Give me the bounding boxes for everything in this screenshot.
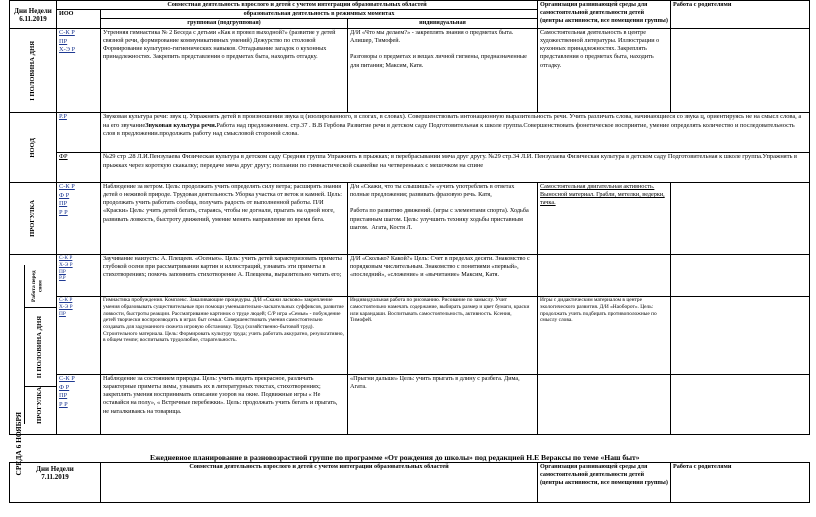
codes-cell	[57, 29, 101, 113]
code: ПР	[59, 200, 68, 208]
codes-cell	[57, 153, 101, 183]
group-activity-cell: Утренняя гимнастика № 2 Беседа с детьми «Как я провел выходной?» (развитие у детей связной речи, формирование коммуникативных умений) Дежурство по столовой Формирование культурно-гигиенических навыков. Отгадывание загадок о кухонных принадлежностях. Закрепить представления о предметах быта, находить отгадку.	[101, 29, 348, 113]
codes-cell	[57, 113, 101, 153]
section-before-sleep: Работа перед сном	[30, 270, 44, 303]
section-label: НООД	[28, 137, 36, 158]
env-cell: Самостоятельная деятельность в центре художественной литературы. Иллюстрации о кухонных принадлежностях. Закреплять представления о предметах быта, находить отгадку.	[538, 29, 671, 113]
nod-physical-cell: №29 стр .28 Л.И.Пензулаева Физическая культура в детском саду Средняя группа Упражнять в прыжках; в перебрасывании мяча друг другу. №29 стр.34 Л.И. Пензулаева Физическая культура в детском саду Подготовительная к школе группа.Упражнять в прыжках через короткую скакалку; передаче мяча друг другу; ползании по гимнастической скамейке на четвереньках с мешочком на спине	[101, 153, 810, 183]
section-first-half	[10, 29, 57, 113]
code: С-К Р	[59, 183, 75, 191]
days-header	[10, 1, 57, 29]
code: ПР	[59, 37, 68, 45]
joint-activity-header: Совместная деятельность взрослого и детей с учетом интеграции образовательных областей	[57, 1, 538, 10]
parents-header: Работа с родителями	[671, 463, 810, 503]
section-label: ПРОГУЛКА	[28, 200, 36, 238]
nod-speech-bold: Звуковая культура речи.	[145, 121, 217, 129]
org-env-header: Организация развивающей среды для самостоятельной деятельности детей (центры активности, все помещения группы)	[538, 1, 671, 29]
day-label-text: СРЕДА 6 НОЯБРЯ	[13, 412, 23, 476]
group-activity-cell: Гимнастика пробуждения. Комплекс. Закаливающие процедуры. Д/И «Скажи ласково» закрепление умения образовывать существительные при помощи уменьшительно-ласкательных суффиксов, развитие ловкости, быстроты реакции. Рассматривание картинок о труде людей; С/Р игра «Семья» - побуждение детей творчески воспроизводить в играх быт семьи. Совершенствовать умения самостоятельно создавать для задуманного сюжета игровую обстановку. Труд (хозяйственно-бытовой труд). Строительного материала. Цель: Формировать культуру труда; учить работать аккуратно, результативно, в общем темпе; воспитывать трудолюбие, старательность.	[101, 297, 348, 375]
joint-activity-header: Совместная деятельность взрослого и детей с учетом интеграции образовательных областей	[101, 463, 538, 503]
date-label: 6.11.2019	[19, 14, 47, 23]
plan-title-7nov: Ежедневное планирование в разновозрастной группе по программе «От рождения до школы» под редакцией Н.Е Вераксы по теме «Наш быт»	[150, 453, 640, 462]
code: Х-Э Р	[59, 261, 73, 268]
nod-speech-cell	[101, 113, 810, 153]
parents-cell	[671, 255, 810, 297]
nod-speech-tail: Работа над предложением. стр.37 . В.В Гербова Развитие речи в детском саду Подготовительная к школе группа.Совершенствовать фонетическое восприятие, умение определять количество и последовательность слов в предложении.продолжать работу над смысловой стороной слова.	[103, 121, 795, 137]
days-header	[10, 463, 101, 503]
educational-activity-header: образовательная деятельность в режимных моментах	[101, 10, 538, 19]
group-header: групповая (подгрупповая)	[101, 19, 348, 29]
parents-cell	[671, 375, 810, 435]
code: С-К Р	[59, 29, 75, 37]
env-cell: Самостоятельная двигательная активность. Выносной материал. Грабли, метелки, ведерки, тачка.	[538, 183, 671, 255]
env-cell	[538, 255, 671, 297]
individual-header: индивидуальная	[348, 19, 538, 29]
nod-speech-text: Звуковая культура речи: звук ц. Упражнять детей в произношении звука ц (изолированного, в слогах, в словах). Совершенствовать интонационную выразительность речи. Учить различать слова, начинающиеся со звука ц, ориентируясь не на смысл слова, а на его звучание	[103, 113, 802, 129]
individual-activity-cell: Д/И «Сколько? Какой?» Цель: Счет в пределах десяти. Знакомство с порядковым числительным. Знакомство с понятиями «первый», «последний», «сложение» и «вычитание» Максим, Катя.	[348, 255, 538, 297]
date-label: 7.11.2019	[41, 473, 69, 481]
code: Х-Э Р	[59, 46, 76, 54]
org-env-header: Организация развивающей среды для самостоятельной деятельности детей (центры активности, все помещения группы)	[538, 463, 671, 503]
code: ПР	[59, 310, 66, 317]
code: ПР	[59, 268, 66, 275]
section-walk-2: ПРОГУЛКА	[36, 387, 44, 425]
code: С-К Р	[59, 297, 73, 304]
group-activity-cell: Заучивание наизусть: А. Плещеев. «Осенью». Цель: учить детей характеризовать приметы глубокой осени при рассматривании картин и иллюстраций, узнавать эти приметы в стихотворениях; помочь запомнить стихотворение А. Плещеева, выразительно читать его;	[101, 255, 348, 297]
individual-activity-cell: «Прыгни дальше» Цель: учить прыгать в длину с разбега. Дима, Агата.	[348, 375, 538, 435]
days-week-label: Дни Недели	[14, 6, 52, 15]
codes-cell	[57, 183, 101, 255]
plan-table-7nov	[9, 462, 810, 503]
codes-cell	[57, 375, 101, 435]
group-activity-cell: Наблюдение за ветром. Цель: продолжать учить определять силу ветра; расширять знания детей о неживой природе. Трудовая деятельность Уборка участка от веток и камней. Цель: продолжать учить работать сообща, получать радость от выполненной работы. П/И «Краски» Цель: учить детей бегать, стараясь, чтобы не догнали, прыгать на одной ноге, развивать ловкость, быстроту движений, умение менять направление во время бега.	[101, 183, 348, 255]
code: Р Р	[59, 208, 68, 216]
days-week-label: Дни Недели	[36, 465, 74, 473]
code: Р Р	[59, 400, 68, 408]
code: Ф Р	[59, 383, 70, 391]
section-walk	[10, 183, 57, 255]
code: Р.Р	[59, 113, 67, 121]
parents-header: Работа с родителями	[671, 1, 810, 29]
parents-cell	[671, 183, 810, 255]
code: Ф Р	[59, 191, 70, 199]
code: С-К Р	[59, 255, 73, 262]
codes-cell	[57, 255, 101, 297]
parents-cell	[671, 29, 810, 113]
section-second-half: II ПОЛОВИНА ДНЯ	[36, 316, 44, 379]
env-cell	[538, 375, 671, 435]
codes-cell	[57, 297, 101, 375]
section-label: I ПОЛОВИНА ДНЯ	[28, 40, 36, 101]
code: С-К Р	[59, 375, 75, 383]
ioo-header: ИОО	[57, 10, 101, 29]
code: ПР	[59, 392, 68, 400]
individual-activity-cell: Индивидуальная работа по рисованию. Рисование по замыслу. Учит самостоятельно намечать содержание, выбирать размер и цвет бумаги, краски или карандаши. Воспитывать самостоятельность, активность. Ксения, Тимофей.	[348, 297, 538, 375]
code: ФР	[59, 153, 68, 161]
code: Р.Р	[59, 275, 66, 282]
plan-table-6nov	[9, 0, 810, 435]
parents-cell	[671, 297, 810, 375]
individual-activity-cell: Д/и «Скажи, что ты слышишь?» «учить употреблять в ответах полные предложения; развивать фразовую речь. Катя, Работа по развитию движений. (игры с элементами спорта). Ходьба приставным шагом. Цель: улучшить технику ходьбы приставным шагом. Агата, Костя Л.	[348, 183, 538, 255]
individual-activity-cell: Д/И «Что мы делаем?» - закреплять знания о предметах быта. Алишер, Тимофей. Разговоры о предметах и вещах личной гигиены, предназначенные для питания; Максим, Катя.	[348, 29, 538, 113]
section-nod	[10, 113, 57, 183]
env-cell: Игры с дидактическим материалом в центре экологического развития. Д/И «Наоборот». Цель: продолжать учить подбирать противоположные по смыслу слова.	[538, 297, 671, 375]
code: Х-Э Р	[59, 303, 73, 310]
group-activity-cell: Наблюдение за состоянием природы. Цель: учить видеть прекрасное, различать характерные приметы зимы, узнавать их в литературных текстах, стихотворениях; закреплять умения воспринимать описание узоров на окне. Подвижные игры « Не оставайся на полу», « Встречные перебежки». Цель: продолжать учить бегать и прыгать, не наталкиваясь на товарища.	[101, 375, 348, 435]
